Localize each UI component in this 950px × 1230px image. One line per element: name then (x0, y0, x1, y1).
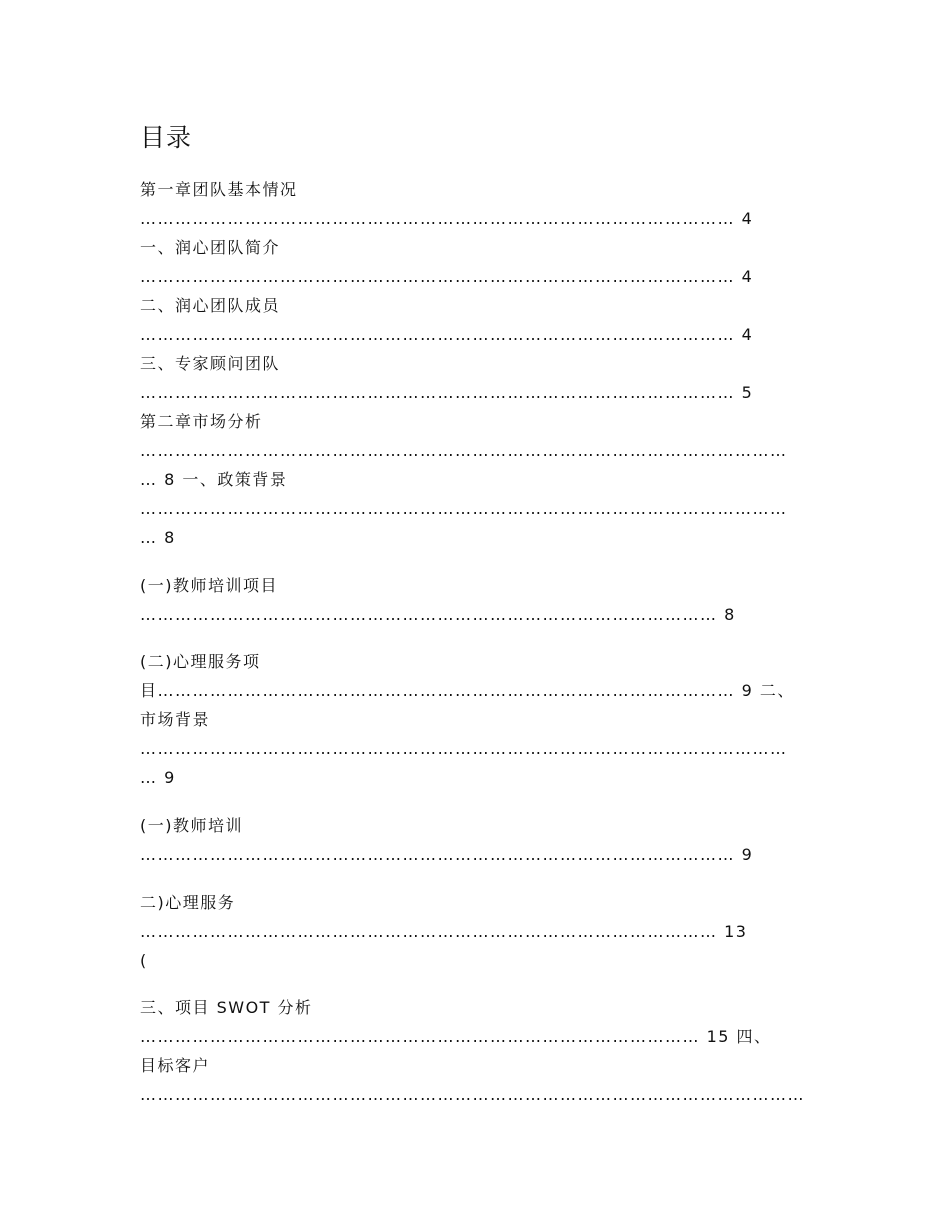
toc-line: ……………………………………………………………………………………… 8 (140, 605, 736, 624)
toc-line: (一)教师培训 (140, 816, 243, 835)
toc-line: 第二章市场分析 (140, 412, 263, 431)
toc-line: ……………………………………………………………………………………… 13 (140, 922, 748, 941)
toc-line: 三、项目 SWOT 分析 (140, 998, 313, 1017)
toc-line: (二)心理服务项 (140, 652, 261, 671)
toc-line: ………………………………………………………………………………………… 9 (140, 845, 754, 864)
toc-line: ………………………………………………………………………………………… 4 (140, 209, 754, 228)
toc-line: ………………………………………………………………………………………… 4 (140, 325, 754, 344)
toc-line: 第一章团队基本情况 (140, 180, 298, 199)
toc-line: … 8 一、政策背景 (140, 470, 288, 489)
toc-line: ( (140, 951, 148, 970)
toc-line: 一、润心团队简介 (140, 238, 281, 257)
toc-line: … 9 (140, 768, 176, 787)
toc-line: ………………………………………………………………………………………………… (140, 739, 788, 758)
toc-line: 三、专家顾问团队 (140, 354, 281, 373)
toc-title: 目录 (140, 123, 193, 152)
toc-line: … 8 (140, 528, 176, 547)
toc-line: …………………………………………………………………………………… 15 四、 (140, 1027, 772, 1046)
toc-line: 二)心理服务 (140, 893, 236, 912)
toc-line: (一)教师培训项目 (140, 576, 278, 595)
toc-line: 目标客户 (140, 1056, 211, 1075)
toc-line: 市场背景 (140, 710, 211, 729)
toc-line: …………………………………………………………………………………………………… (140, 1085, 805, 1104)
toc-line: ………………………………………………………………………………………… 5 (140, 383, 754, 402)
toc-line: ………………………………………………………………………………………… 4 (140, 267, 754, 286)
toc-line: 目……………………………………………………………………………………… 9 二、 (140, 681, 795, 700)
toc-line: ………………………………………………………………………………………………… (140, 499, 788, 518)
toc-line: ………………………………………………………………………………………………… (140, 441, 788, 460)
toc-line: 二、润心团队成员 (140, 296, 281, 315)
